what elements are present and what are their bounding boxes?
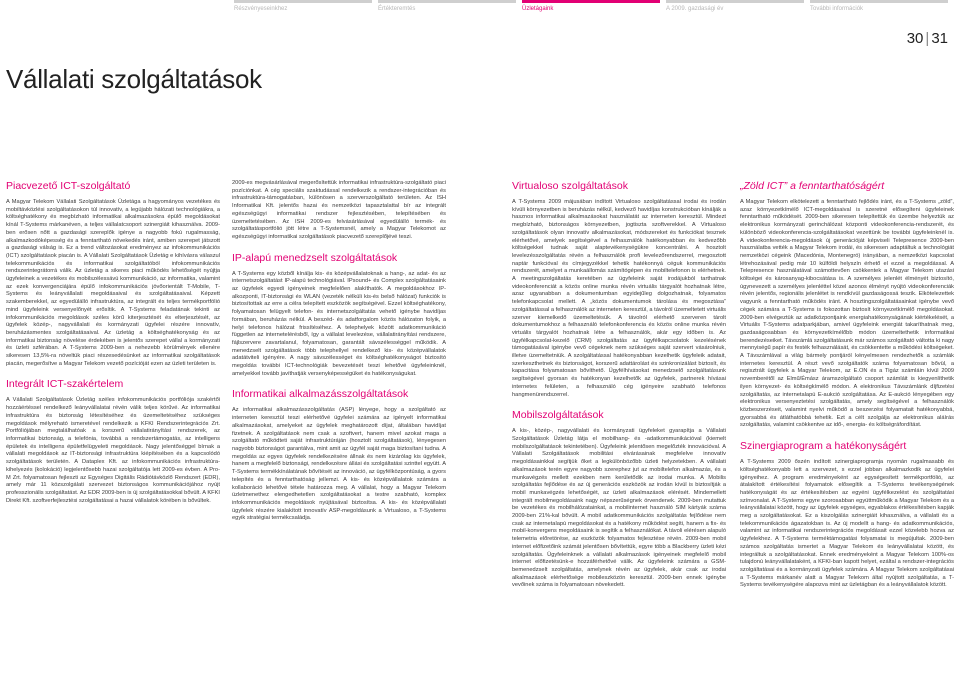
page-number (907, 30, 948, 47)
column-2 (232, 180, 446, 685)
top-navigation (0, 0, 960, 18)
nav-item-fiscal-year-2009[interactable]: A 2009. gazdasági év (666, 0, 804, 22)
section-body-market-leader: A Magyar Telekom Vállalati Szolgáltatások Üzletága a hagyományos vezetékes és mobiltávközlési szolgáltatásokon túl innovatív, a legújabb hálózati technológiákra, a költséghatékony és megbízható informatikai alkalmazásokra épülő megoldásokat kínál T-Systems márkanéven, a teljes vállalatcsoport szinergiáit kihasználva. 2009-ben erősen nőtt a gazdasági szereplők igénye a nagyobb fokú rugalmasság, alkalmazkodóképesség és a fenntartható növekedés iránt, amiben szerepet játszott a gazdasági válság is. Ez a trend változásokat eredményez az infokommunikációs (ICT) szolgáltatások piacán is. A Vállalati Szolgáltatások Üzletág e kihívásra válaszul telekommunikációs és informatikai szolgáltatóból infokommunikációs rendszerintegrátorrá válik. Az üzletág a sikeres piaci működés lehetőségét nyújtja ügyfeleinek a vezetékes és mobilszélessávú kommunikáció, az informatika, valamint az ezek konvergenciájára épülő infokommunikációs jövőorientált T-Mobile, T-Systems és leányvállalati megoldásaival és szolgáltatásaival. Képzett szakemberekkel, az egyedülálló infrastruktúra, az integrált és teljes termékportfólió mind ügyfeleink versenyelőnyét erősítik. A T-Systems feladatának tekinti az infokommunikációs megoldások széles körű kiterjesztését és elterjesztését, az ügyfelek közép-, nagyvállalati és kormányzati ügyfelei részére innovatív, beruházásmentes szolgáltatásaival. Az üzletág a költséghatékonyság és az informatikai biztonság növelése érdekében is jelentős szerepet vállal a kormányzati és üzleti szférában. A T-Systems 2009-ben a nehezebb körülmények ellenére sikeresen 13,5%-ra növeltük piaci részesedésünket az informatikai szolgáltatások piacán, megerősítve a Magyar Telekom vezető pozícióját ezen az üzleti területen is. (6, 199, 220, 367)
section-heading-mobile-services: Mobilszolgáltatások (512, 409, 604, 422)
section-body-virtualoso: A T-Systems 2009 májusában indított Virtualoso szolgáltatással irodai és irodán kívüli környezetben is beruházás nélkül, kedvező havidíjas konstrukcióban kínálják a hasznos informatikai alkalmazásokat használatát az interneten keresztül. Mindezt megbízható, biztonságos környezetben, jogtiszta szoftverekkel. A Virtualoso szolgáltatások olyan innovatív alkalmazásokat, módszereket és funkciókat tesznek elérhetővé, amelyek segítségével a felhasználók hatékonyabban és kedvezőbb költségekkel tudnak saját alaptevékenységükre koncentrálni. A hosztolt levelezésszolgáltatás révén a felhasználók profi levelezőrendszerrel, megosztott naptár funkcióval és címjegyzékkel tehetik hatékonnyá céguk kommunikációs rendszerét, amelyet a munkaállomás számítógépen és mobiltelefonon is elérhetnek. A meetingszolgáltatás keretében az ügyfeleink saját irodájukból tarthatnak videokonferenciát a közös online munka révén virtuális tárgyalót hozhatnak létre, azaz ugyanabban a dokumentumban egyidejűleg dolgozhatnak, folyamatos telefonkapcsolat mellett. A „közös dokumentumok tárolása és megosztása” szolgáltatással a felhasználók az interneten keresztül, a távolról üzemeltetett virtuális szerver kiemelkedő üzemeltetésük. A távolról elérhető szerveren tárolt dokumentumokhoz a felhasználó telefonkonferencia és közös online munka révén virtuális tárgyalót hozhatnak létre a felhasználók, akár egy időben is. Az ügyfélkapcsolat-kezelő (CRM) szolgáltatás az ügyfélkapcsolatok kezelésének támogatásával igénybe vevő cégeknek nem szükséges saját szervert vásárolniuk, illetve üzemeltetniük. A szolgáltatással hatékonyabban kezelhetik ügyfeleik adatait, szerkeszthetnek és biztonságot, korszerű adattárolást és szinkronizálást biztosít, és kapacitása folyamatosan bővíthető. Ügyfélhívásokat menedzselő szolgáltatásunk segítségével gyorsan és hatékonyan kezelhetők az ügyfelek, partnerek hívásai internetes felületen, a felhasználó cég igényeire szabható telefonos hangmenürendszerrel. (512, 199, 726, 398)
section-heading-integrated-ict: Integrált ICT-szakértelem (6, 378, 124, 391)
section-heading-virtualoso: Virtualoso szolgáltatások (512, 180, 628, 192)
section-body-ip-managed-services: A T-Systems egy közből kínálja kis- és középvállalatoknak a hang-, az adat- és az internetszolgáltatást IP-alapú technológiával. IPsound+ és Complex szolgáltatásaink az ügyfelek egyedi igényeinek megfelelően alakíthatók. A megoldásokhoz IP-alkozponti, IT-biztonsági és WLAN (vezeték nélküli kis-és belső hálózat) funkciók is biztosítottak az erre a célra telepített eszközök segítségével. Ezzel költséghatékony, folyamatosan felügyelt telefon- és internetszolgáltatás vehető igénybe havidíjas formában, beruházás nélkül. A beszéd- és adatforgalom közös hálózaton folyik, a helyi telefonos hálózat frissítéséhez. A telephelyek között adatkommunikáció független az internetelérésből, így a vállalat levelezése, vállalatirányítási rendszere, fájlszervere zavartalanul, folyamatosan, garantált sávszélességgel működik. A menedzselt szolgáltatások több telephellyel rendelkező kis- és középvállalatok adatátviteli igényére. A nagy sávszélességet és költséghatékonyságot biztosító megoldás további ICT-technológiák bevezetését teszi lehetővé ügyfeleinknél, amelyekkel tovább javíthatják versenyképességüket és hatékonyságukat. (232, 270, 446, 377)
column-1 (6, 180, 220, 685)
nav-item-business-units[interactable]: Üzletágaink (522, 0, 660, 22)
column-4 (740, 180, 954, 685)
section-body-mobile-services: A kis-, közép-, nagyvállalati és kormányzati ügyfeleket gyarapítja a Vállalati Szolgáltatások Üzletág látja el mobilhang- és -adatkommunikációval (kiemelt mobilszolgáltatások tekintetében). Ügyfeleink jelentősen megelőzték innovációval. A Vállalati Szolgáltatások mobilitási elvárásainak megfelelve innovatív megoldásainkkal segítjük őket a legkülönbözőbb üzleti helyzetekben. A vállalati alkalmazások terén egyre nagyobb szerephez jut az mobiltelefon alkalmazás, és a munkavégzés mellett ezekben nem kerületődik az irodai munka. A Mobilis szolgáltatás fejlődése és az új generációs eszközök az irodán kívül is biztosítják a mobil munkavégzés lehetőségét, az üzleti alkalmazások elérését. Mindemellett integrált mobilmegoldásaink nagy népszerűségnek örvendenek. 2009-ben mutattuk be vezetékes és mobilhálózatainkat, a mobilinternet használó SIM kártyák száma 2009-ben 21%-kal bővült. A mobil adatkommunikációs szolgáltatás fejlődése nem csak az internetalapú megoldásokat és a hatékony működést segíti, hanem a fix- és mobil-konvergens megoldásaink is segítik a felhasználókat. A távoli elérésen alapuló telemetria előretörése, az eszközök folyamatos fejlesztése révén. 2009-ben mobil internet előfizetőink számát jelentősen bővítettük, egyre több a Blackberry üzleti kézi szolgáltatás. Ügyfeleinknek a vállalati alkalmazások igényeinek megfelelő mobil internet előfizetésünk-e hozzáférhetővé válik. Az ügyfeleink számára a GSM-bemenedzselt szolgáltatás, amelynek révén az ügyfelek, akár csak az irodai alkalmazások elérhetősége mobileszközön keresztül. 2009-ben ennek igénybe vevőinek száma is folyamatosan növekedett. (512, 428, 726, 589)
section-body-acquisitions: 2009-es megvásárlásával megerősítettük informatikai infrastruktúra-szolgáltató piaci pozíciónkat. A cég speciális szaktudással rendelkezik a rendszer-integrációban és infrastruktúra-támogatásban, különösen a szerverszolgáltató területen. Az ISH Informatikai Kft. jelentős hazai és nemzetközi tapasztalattal bír az integrált egészségügyi informatikai rendszer fejlesztésében, telepítésében és üzemeltetésében. Az ISH 2009-es felvásárlásával egyedülálló termék- és szolgáltatásportfólió jött létre a T-Systemsnél, amely a Magyar Telekomot az egészségügyi informatikai szolgáltatások piacvezető szereplőjévé teszi. (232, 180, 446, 240)
section-heading-green-ict: „Zöld ICT” a fenntarthatóságért (740, 180, 885, 192)
section-body-green-ict: A Magyar Telekom elkötelezett a fenntartható fejlődés iránt, és a T-Systems „zöld”, azaz környezetkímélő ICT-megoldásaival is szeretné elősegíteni ügyfeleinek fenntartható működését. 2009-ben sikeresen telepítettük és üzembe helyeztük az elektronikus kormányzati gerinchálózat központi videokonferencia-rendszerét, és különböző videokonferencia-szolgáltatásokat vezettünk be további ügyfeleinknél is. A videokonferencia-megoldások új generációját képviseli Telepresence 2009-ben használatba vették a Magyar Telekom irodái, és sikeresen adaptáltuk a technológiát nemzetközi cégeink (Macedónia, Montenegró) irányában, a nemzetközi kapcsolat létrehozásával pedig már 10 külföldi helyszín érhető el ezzel a megoldással. A Telepresence használatával számottevően csökkentek a Magyar Telekom utazási költségei és károsanyag-kibocsátása is. A személyes jelenlét élményét biztosító, úgynevezett a személyes jelenléttel közel azonos élményt nyújtó videokonferenciák révén jelentős, regionális jelenlétet is rendkívül gazdaságossá teszik. Elkötelezettek vagyunk a fenntartható működés iránt. A hosztingszolgáltatásainkat igénybe vevő cégek számára a T-Systems is fokozottan biztosít környezetkímélő megoldásokat. 2009-ben elvégeztük az adatközpontjaink energiahatékonyságának kiértékelését, a Virtuális T-Systems adatparkjában, amivel ügyfeleink energiát takaríthatnak meg, gazdaságosabban és környezetkímélőbb módon üzemeltethetik informatikai berendezéseiket. Távszámlá szolgáltatásunk már számos szolgáltató váltotta ki nagy mennyiségű papír és festék felhasználását, és csökkentette a működési költségeket. A Távszámlával a világ bármely pontjáról kényelmesen rendezhetők a számlák internetes keresztül. A részt vevő szolgáltatók száma folyamatosan bővül, a regisztrált ügyfelek a Magyar Telekom, az E.ON és a Tigáz számláin kívül 2009 novemberétől az Elmű/Émász áramszolgáltató csoport számláit is kiegyenlíthetik ilyen környezet- és költségkímélő módon. A elektronikus Távszámlánk díjfizetési szolgáltatás, az internetalapú E-aukció szolgáltatása. Az E-aukció lényegében egy elektronikus versenyeztetési szolgáltatás, amely segítségével a felhasználók közbeszerzéseit, valamint nyelvi működő a beszerzési folyamatait hatékonyabbá, gyorsabbá és átláthatóbbá tehetik. Ezt a célt szolgálja az elektronikus aláírás szolgáltatás, valamint csökkentve az idő-, energia- és költségráfordítást. (740, 199, 954, 429)
section-body-integrated-ict: A Vállalati Szolgáltatások Üzletág széles infokommunikációs portfóliója szakértői hozzáértéssel rendelkező leányvállalatai révén válik teljes körűvé. Az informatikai infrastruktúra és biztonság létesítéséhez és üzemeltetéséhez szükséges megoldások mélyreható ismeretével rendelkezik a KFKI Rendszerintegrációs Zrt. Portfóliójában megtalálhatóak a korszerű vállalatirányítási rendszerek, az informatikai biztonság, a telefónia, továbbá a rendszertámogatás, az intelligens épületek és intelligens épületfelügyeleti megoldások. Nagy jelentőséggel bírnak a vállalati megoldások az IT-biztonsági infrastruktúra kiépítésében és a kapcsolódó szolgáltatások területén. A Dataplex Kft. az infokommunikációs infrastruktúra-kihelyezés (kolokáció) legjelentősebb hazai szolgáltatója lett 2009-es évben. A Pro-M Zrt. folyamatosan fejleszti az Egységes Digitális Rádiótávközlő Rendszert (EDR), amely már 11 közszolgálati szervezet biztonságos kommunikációjához nyújt professzionális szolgáltatást. Az EDR 2009-ben is új szolgáltatásokkal bővült. A KFKI Direkt Kft. szoftverfejlesztési szolgáltatásai a hazai vállalatok körében is bővültek. (6, 397, 220, 504)
section-heading-synergy-program: Szinergiaprogram a hatékonyságért (740, 440, 907, 453)
page-number-separator: | (925, 30, 930, 47)
section-heading-market-leader: Piacvezető ICT-szolgáltató (6, 180, 131, 192)
page-number-right: 31 (931, 30, 948, 47)
nav-item-shareholders[interactable]: Részvényeseinkhez (234, 0, 372, 22)
section-heading-ip-managed-services: IP-alapú menedzselt szolgáltatások (232, 251, 398, 264)
section-body-synergy-program: A T-Systems 2009 őszén indított szinergiaprogramja nyomán rugalmasabb és költséghatékonyabb lett a szervezet, s ezzel jobban alkalmazkodik az ügyfelei igényeihez. A program eredményeként az egységesített termékportfólió, az átalakított értékesítési folyamatok elősegítik a T-Systems tevékenységének hatékonyságát és az értékesítésben az egyéni ügyfélkezelést és szolgáltatási színvonalat. A T-Systems egyre szorosabban együttműködik a Magyar Telekom és a leányvállalatai között, hogy az ügyfelek egységes, egyablakos értékesítésben kapják meg a szolgáltatásokat. Ez a kiszolgálás szinergiáit kihasználva, a vállalati és a telekommunikációs ágazatokban is. Az új modellt a hang- és adatkommunikációs, valamint az informatikai rendszerintegrációs megoldásait ezzel közelebb hozva az ügyfelekhez. A T-Systems terméktámogatási folyamatai is megújultak. 2009-ben számos szolgáltatás ismertet a Magyar Telekom és leányvállalatai között, és integráltuk a szolgáltatásokat. Ennek eredményeként a Magyar Telekom 100%-os tulajdonú leányvállalataként, a KFKI-ban kapott helyet, ezáltal a rendszer-integrációs szolgáltatásai és a kormányzati ügyfelek számára. A Magyar Telekom szolgáltatásai a T-Systems márkanév alatt a Magyar Telekom által nyújtott szolgáltatás, a T-Systems tevékenységére alapozva mint az üzletágban és a leányvállalatok között. (740, 459, 954, 589)
nav-item-further-information[interactable]: További információk (810, 0, 948, 22)
column-3 (512, 180, 726, 685)
nav-item-value-creation[interactable]: Értékteremtés (378, 0, 516, 22)
page-number-left: 30 (906, 30, 924, 47)
page-title: Vállalati szolgáltatások (6, 64, 262, 94)
section-heading-application-services: Informatikai alkalmazásszolgáltatások (232, 388, 409, 401)
section-body-application-services: Az informatikai alkalmazásszolgáltatás (ASP) lényege, hogy a szolgáltató az interneten keresztül teszi elérhetővé ügyfelei számára az igényelt informatikai alkalmazásokat, amelyeket az ügyfelek meghatározott díjat, általában havidíjat fizetnek. A szolgáltatások nem csak a szoftvert, hanem mivel azokat maga a szolgáltató működteti saját infrastruktúráján (hosztolt szolgáltatások), lényegesen nagyobb biztonságot garantálva, mint amit az ügyfél saját maga biztosítani tudna. A megoldás az egyes ügyfelek rendelkezésére állnak és nem kizárólag kis ügyfelek, hanem a megfelelő biztonsági, rendelkezésre állási és szolgáltatási szinttel együtt. A T-Systems termékkínálatának bővítését az innováció, az ügyfélközpontúság, a gyors telepítés és a fenntarthatóság jellemzi. A kis- és középvállalatok számára a kollaboráció lehetővé tétele határozza meg. A vállalat, hogy a Magyar Telekom üzletmenethez elengedhetetlen szolgáltatásokat a testre szabható, komplex infokommunikációs megoldások nyújtásával biztosítsa. A kis- és középvállalati ügyfelek részére kialakított innovatív ASP-megoldásunk a Virtualoso, a T-Systems egyik stratégiai termékcsaládja. (232, 407, 446, 522)
